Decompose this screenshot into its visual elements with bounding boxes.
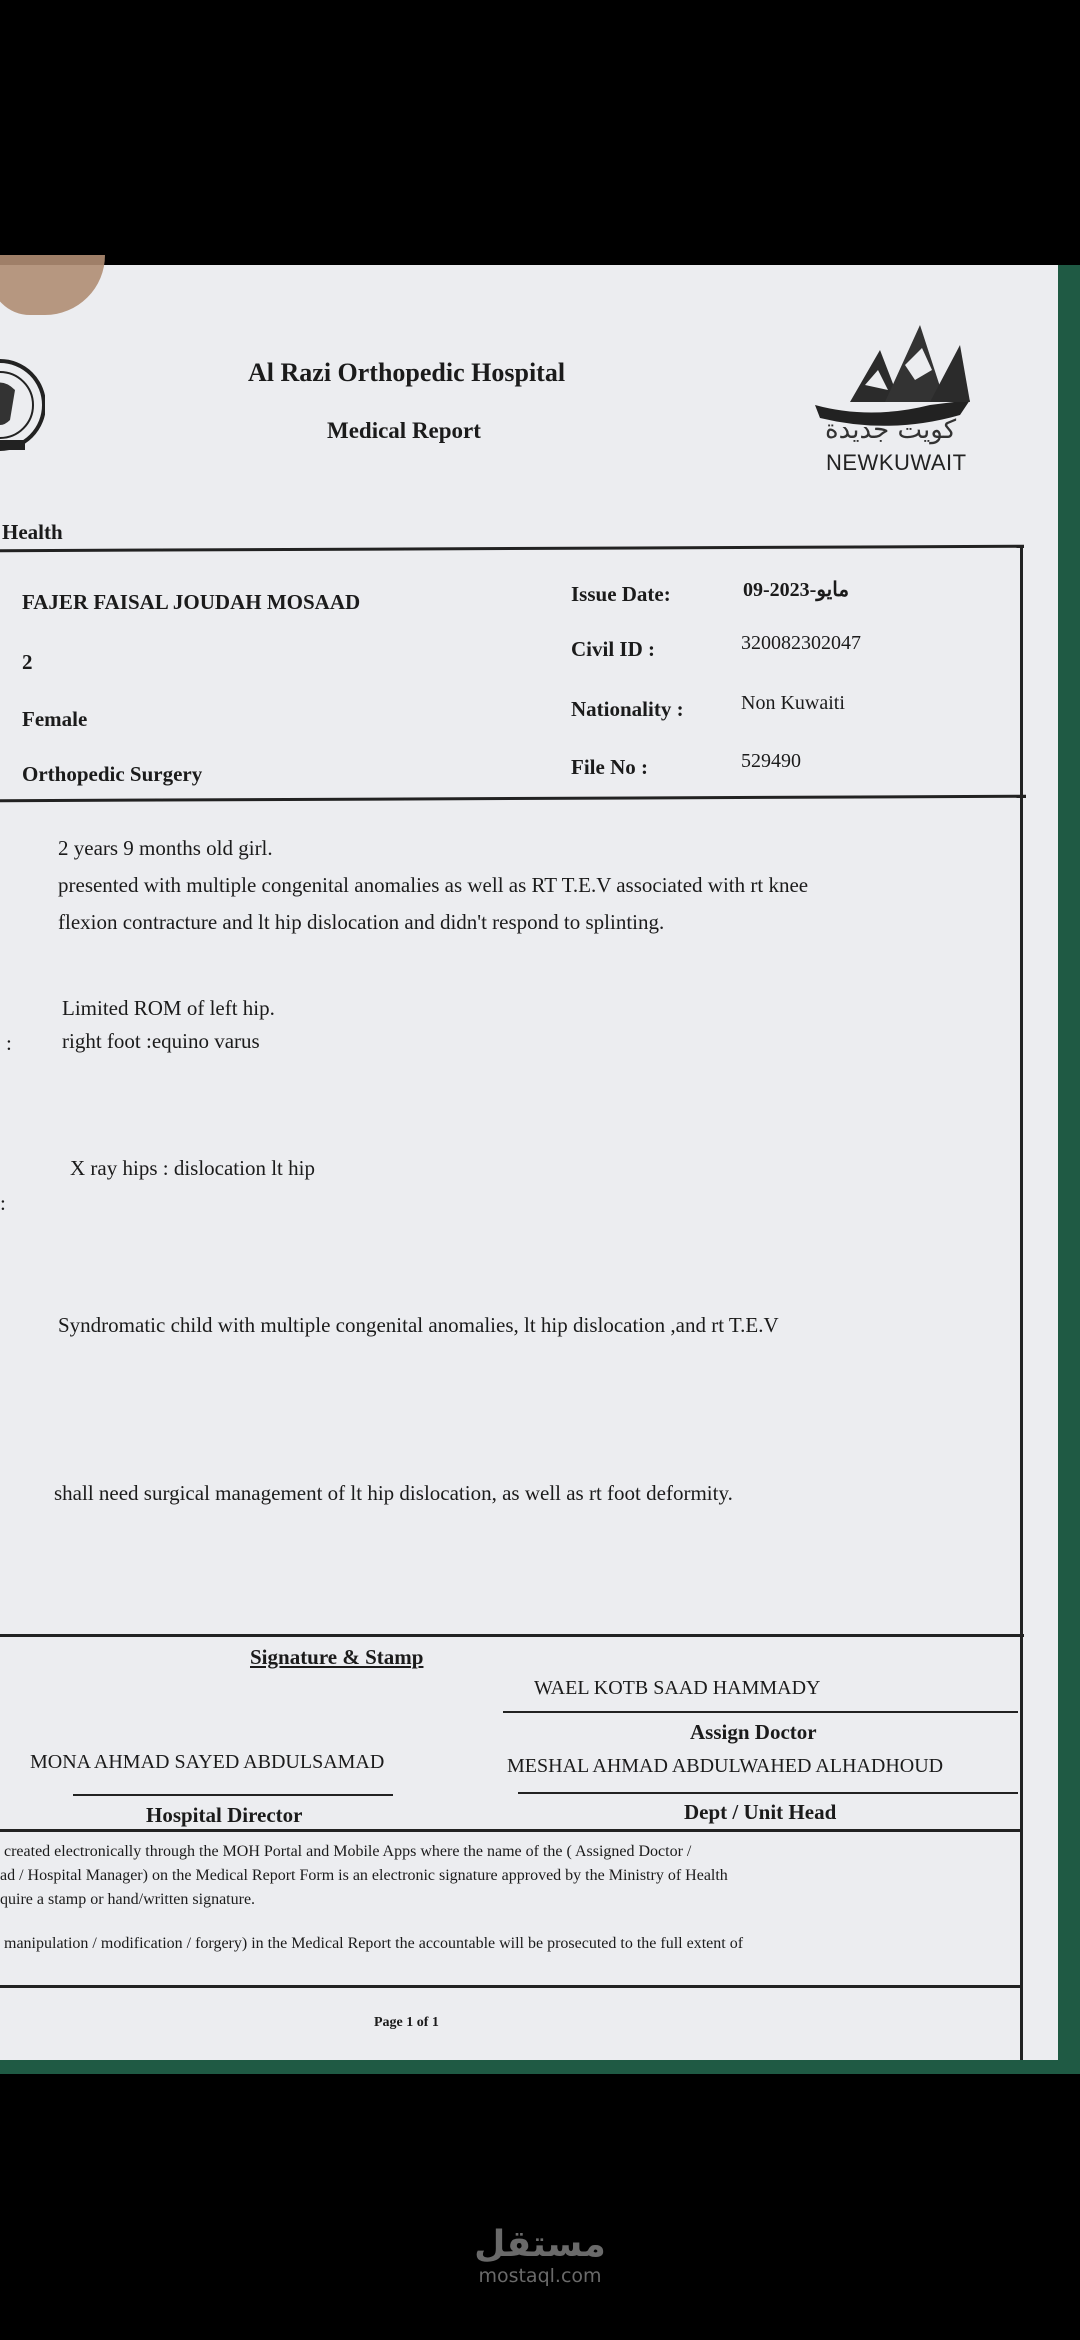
patient-box-top-border xyxy=(0,545,1024,552)
signature-top-border xyxy=(0,1634,1024,1637)
exam-colon: : xyxy=(6,1031,12,1055)
assign-doctor-name: WAEL KOTB SAAD HAMMADY xyxy=(534,1677,821,1699)
ministry-name-partial: Health xyxy=(2,520,63,544)
signature-heading: Signature & Stamp xyxy=(250,1645,424,1669)
patient-gender: Female xyxy=(22,707,88,731)
dept-head-name: MESHAL AHMAD ABDULWAHED ALHADHOUD xyxy=(507,1755,944,1777)
disclaimer-line-4: manipulation / modification / forgery) in the Medical Report the accountable will be prosecuted to the full extent of xyxy=(4,1935,744,1952)
recommendation-text: shall need surgical management of lt hip dislocation, as well as rt foot deformity. xyxy=(54,1481,733,1505)
patient-department: Orthopedic Surgery xyxy=(22,762,203,786)
disclaimer-line-1: created electronically through the MOH Portal and Mobile Apps where the name of the ( Assigned Doctor / xyxy=(4,1843,692,1860)
civil-id-label: Civil ID : xyxy=(571,637,655,661)
patient-age: 2 xyxy=(22,650,33,674)
green-table-bottom xyxy=(0,2060,1080,2074)
new-kuwait-arabic-text: كويت جديدة xyxy=(825,415,957,445)
exam-line-2: right foot :equino varus xyxy=(62,1029,260,1053)
hospital-director-name: MONA AHMAD SAYED ABDULSAMAD xyxy=(30,1751,385,1773)
file-no-value: 529490 xyxy=(741,750,801,772)
dept-head-label: Dept / Unit Head xyxy=(684,1800,837,1824)
patient-box-divider xyxy=(0,795,1026,802)
disclaimer-top-border xyxy=(0,1829,1022,1832)
report-title: Medical Report xyxy=(327,418,481,443)
hospital-director-label: Hospital Director xyxy=(146,1803,303,1827)
watermark-latin: mostaql.com xyxy=(478,2264,602,2287)
report-box-right-border xyxy=(1020,547,1023,2073)
nationality-value: Non Kuwaiti xyxy=(741,692,845,714)
page-number: Page 1 of 1 xyxy=(374,2015,439,2030)
patient-name: FAJER FAISAL JOUDAH MOSAAD xyxy=(22,590,361,614)
assign-doctor-line xyxy=(503,1711,1018,1713)
diagnosis-text: Syndromatic child with multiple congenital anomalies, lt hip dislocation ,and rt T.E.V xyxy=(58,1313,779,1337)
dept-head-line xyxy=(518,1792,1018,1794)
mostaql-watermark xyxy=(0,2225,1080,2287)
nationality-label: Nationality : xyxy=(571,697,684,721)
disclaimer-bottom-border xyxy=(0,1985,1022,1988)
ministry-emblem-logo xyxy=(0,345,45,465)
file-no-label: File No : xyxy=(571,755,648,779)
history-line-3: flexion contracture and lt hip dislocation and didn't respond to splinting. xyxy=(58,910,665,934)
exam-line-1: Limited ROM of left hip. xyxy=(62,996,275,1020)
watermark-arabic: مستقل xyxy=(474,2224,606,2265)
investigation-text: X ray hips : dislocation lt hip xyxy=(70,1156,315,1180)
disclaimer-line-2: ad / Hospital Manager) on the Medical Report Form is an electronic signature approved by the Ministry of Health xyxy=(0,1867,728,1884)
disclaimer-line-3: quire a stamp or hand/written signature. xyxy=(0,1891,256,1908)
issue-date-value: 09-2023-مايو xyxy=(743,579,850,601)
hospital-name: Al Razi Orthopedic Hospital xyxy=(248,358,566,387)
issue-date-label: Issue Date: xyxy=(571,582,671,606)
medical-report-paper xyxy=(0,265,1058,2073)
new-kuwait-latin-text: NEWKUWAIT xyxy=(826,450,967,475)
hospital-director-line xyxy=(73,1794,393,1796)
green-table-edge xyxy=(1058,265,1080,2073)
history-line-1: 2 years 9 months old girl. xyxy=(58,836,273,860)
investigation-colon: : xyxy=(0,1191,6,1215)
assign-doctor-label: Assign Doctor xyxy=(690,1720,817,1744)
history-line-2: presented with multiple congenital anomalies as well as RT T.E.V associated with rt knee xyxy=(58,873,809,897)
civil-id-value: 320082302047 xyxy=(741,632,861,654)
